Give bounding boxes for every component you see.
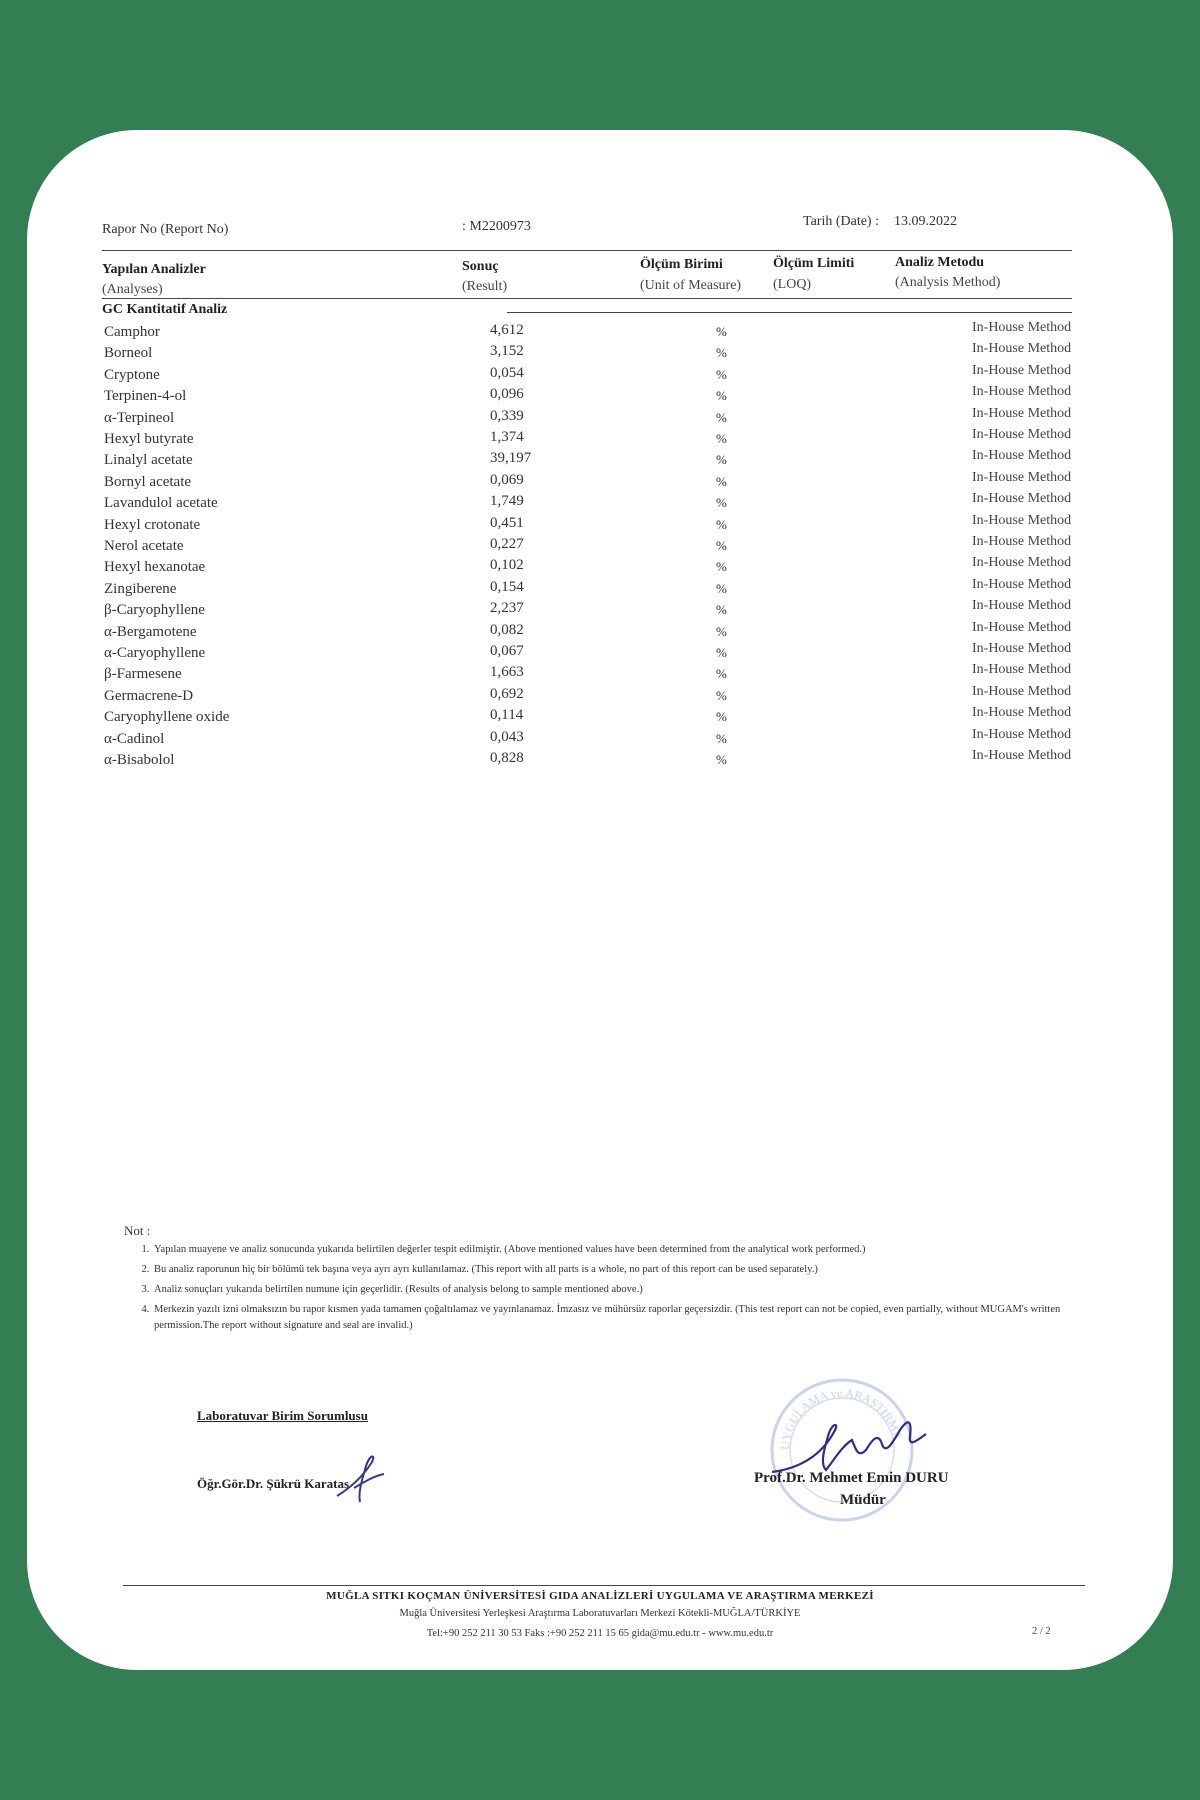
note-item: 1. Yapılan muayene ve analiz sonucunda yukarıda belirtilen değerler tespit edilmiştir. (Above mentioned values have been determined from the analytical work performed.) (152, 1242, 1124, 1258)
lab-unit-title: Laboratuvar Birim Sorumlusu (197, 1408, 368, 1423)
unit-value: % (716, 687, 727, 703)
result-value: 39,197 (490, 450, 532, 467)
method-value: In-House Method (972, 448, 1072, 464)
result-value: 0,154 (490, 578, 524, 595)
result-value: 0,067 (490, 643, 524, 659)
method-value: In-House Method (972, 362, 1072, 378)
method-value: In-House Method (972, 427, 1072, 442)
unit-value: % (716, 709, 727, 725)
analyte-name: Caryophyllene oxide (104, 709, 230, 726)
result-value: 1,374 (490, 429, 524, 445)
method-value: In-House Method (972, 405, 1072, 421)
footer-address: Muğla Üniversitesi Yerleşkesi Araştırma Laboratuvarları Merkezi Kötekli-MUĞLA/TÜRKİYE (399, 1608, 801, 1619)
result-value: 0,069 (490, 471, 524, 488)
unit-value: % (716, 623, 727, 639)
col-result-sub: (Result) (462, 279, 508, 294)
unit-value: % (716, 388, 727, 404)
note-item: 4. Merkezin yazılı izni olmaksızın bu rapor kısmen yada tamamen çoğaltılamaz ve yayınlanamaz. İmzasız ve mühürsüz raporlar geçersizdir. (This test report can not be copied, even partially, without MUGAM's written permission.The report without signature and seal are invalid.) (152, 1302, 1124, 1334)
director-name: Prof.Dr. Mehmet Emin DURU (754, 1470, 949, 1486)
report-no-label: Rapor No (Report No) (102, 222, 229, 237)
unit-value: % (716, 495, 727, 511)
unit-value: % (716, 666, 727, 682)
analyte-name: Hexyl crotonate (104, 516, 201, 533)
method-value: In-House Method (972, 748, 1072, 763)
col-method-title: Analiz Metodu (895, 255, 985, 270)
unit-value: % (716, 516, 727, 532)
notes-label: Not : (124, 1223, 151, 1238)
analyte-name: α-Bergamotene (104, 623, 197, 640)
analyte-name: Cryptone (104, 366, 160, 383)
method-value: In-House Method (972, 341, 1072, 357)
result-value: 0,828 (490, 750, 524, 766)
unit-value: % (716, 580, 727, 596)
unit-value: % (716, 366, 727, 382)
unit-value: % (716, 452, 727, 468)
analyte-name: α-Caryophyllene (104, 645, 206, 661)
unit-value: % (716, 324, 727, 339)
unit-value: % (716, 409, 727, 425)
header-mid-rule (102, 298, 1072, 299)
result-value: 0,102 (490, 557, 524, 574)
section-title: GC Kantitatif Analiz (102, 302, 228, 317)
unit-value: % (716, 473, 727, 489)
unit-value: % (716, 345, 727, 361)
result-value: 3,152 (490, 343, 524, 360)
unit-value: % (716, 752, 727, 767)
analyte-name: Hexyl hexanotae (104, 559, 206, 576)
method-value: In-House Method (972, 641, 1072, 656)
result-value: 0,227 (490, 536, 524, 552)
method-value: In-House Method (972, 576, 1072, 592)
result-value: 0,043 (490, 728, 524, 745)
method-value: In-House Method (972, 683, 1072, 699)
unit-value: % (716, 602, 727, 618)
result-value: 0,054 (490, 364, 524, 381)
footer-rule (123, 1585, 1085, 1586)
analyte-name: α-Cadinol (104, 730, 165, 747)
col-unit-sub: (Unit of Measure) (640, 278, 742, 293)
unit-value: % (716, 431, 727, 446)
result-value: 1,749 (490, 493, 524, 510)
notes-section (124, 1223, 1124, 1334)
analyte-name: Borneol (104, 345, 153, 362)
method-value: In-House Method (972, 320, 1072, 335)
analyte-name: Camphor (104, 324, 160, 340)
date-value: 13.09.2022 (894, 214, 957, 229)
analyte-name: Germacrene-D (104, 687, 194, 704)
footer-contact: Tel:+90 252 211 30 53 Faks :+90 252 211 15 65 gida@mu.edu.tr - www.mu.edu.tr (426, 1628, 774, 1639)
lab-responsible-name: Öğr.Gör.Dr. Şükrü Karataş (197, 1476, 350, 1491)
date-label: Tarih (Date) : (803, 214, 879, 229)
header-top-rule (102, 250, 1072, 251)
note-item: 2. Bu analiz raporunun hiç bir bölümü tek başına veya ayrı ayrı kullanılamaz. (This report with all parts is a whole, no part of this report can be used separately.) (152, 1262, 1124, 1278)
unit-value: % (716, 730, 727, 746)
method-value: In-House Method (972, 662, 1072, 678)
analyte-name: Lavandulol acetate (104, 495, 218, 512)
method-value: In-House Method (972, 555, 1072, 571)
stamp-text: UYGULAMA ve ARAŞTIRMA (777, 1385, 905, 1451)
analyte-name: Zingiberene (104, 580, 177, 597)
report-sheet (27, 130, 1173, 1670)
note-item: 3. Analiz sonuçları yukarıda belirtilen numune için geçerlidir. (Results of analysis belong to sample mentioned above.) (152, 1282, 1124, 1298)
method-value: In-House Method (972, 534, 1072, 549)
unit-value: % (716, 559, 727, 575)
result-value: 0,692 (490, 685, 524, 702)
method-value: In-House Method (972, 491, 1072, 507)
result-value: 0,114 (490, 707, 524, 724)
method-value: In-House Method (972, 705, 1072, 721)
analyte-name: Linalyl acetate (104, 452, 193, 469)
result-value: 0,339 (490, 407, 524, 424)
result-value: 0,082 (490, 621, 524, 638)
analyte-name: β-Farmesene (104, 666, 182, 683)
analyte-name: Bornyl acetate (104, 473, 192, 490)
unit-value: % (716, 645, 727, 660)
section-rule (507, 312, 1072, 313)
col-method-sub: (Analysis Method) (895, 275, 1001, 290)
unit-value: % (716, 538, 727, 553)
result-value: 0,096 (490, 386, 524, 403)
method-value: In-House Method (972, 726, 1072, 742)
method-value: In-House Method (972, 469, 1072, 485)
result-value: 2,237 (490, 600, 524, 617)
result-value: 0,451 (490, 514, 524, 531)
col-analyses-title: Yapılan Analizler (102, 262, 206, 277)
result-value: 4,612 (490, 322, 524, 338)
report-no-value: : M2200973 (462, 219, 531, 234)
analyte-name: α-Bisabolol (104, 752, 175, 768)
col-unit-title: Ölçüm Birimi (640, 257, 723, 272)
method-value: In-House Method (972, 512, 1072, 528)
page-number: 2 / 2 (1032, 1626, 1051, 1637)
col-loq-sub: (LOQ) (773, 277, 812, 292)
col-analyses-sub: (Analyses) (102, 282, 163, 297)
analyte-name: β-Caryophyllene (104, 602, 205, 619)
col-result-title: Sonuç (462, 259, 499, 274)
footer-institution: MUĞLA SITKI KOÇMAN ÜNİVERSİTESİ GIDA ANALİZLERİ UYGULAMA VE ARAŞTIRMA MERKEZİ (326, 1590, 874, 1602)
result-value: 1,663 (490, 664, 524, 681)
analyte-name: Hexyl butyrate (104, 431, 194, 447)
signature-left-icon (332, 1448, 392, 1506)
director-role: Müdür (840, 1492, 886, 1508)
method-value: In-House Method (972, 598, 1072, 614)
method-value: In-House Method (972, 384, 1072, 400)
analyte-name: α-Terpineol (104, 409, 175, 426)
analyte-name: Nerol acetate (104, 538, 184, 554)
analyte-name: Terpinen-4-ol (104, 388, 187, 405)
method-value: In-House Method (972, 619, 1072, 635)
col-loq-title: Ölçüm Limiti (773, 256, 855, 271)
